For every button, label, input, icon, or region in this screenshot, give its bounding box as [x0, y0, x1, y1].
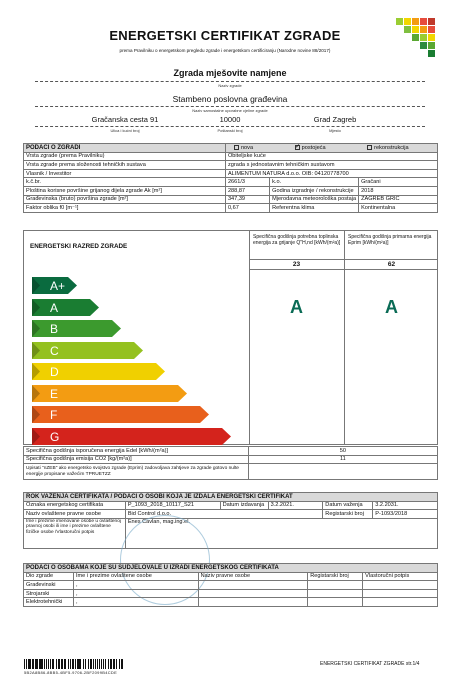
energy-class-arrow-icon	[32, 428, 232, 445]
energy-class-bar	[32, 406, 210, 423]
area-value: 288,87	[225, 186, 269, 195]
row-part: Strojarski	[24, 589, 74, 598]
heating-energy-value: 23	[292, 261, 301, 268]
city-caption: Mjesto	[329, 128, 341, 133]
factor-value: 0,67	[225, 204, 269, 213]
cert-label: Oznaka energetskog certifikata	[24, 501, 126, 510]
energy-class-label: C	[50, 343, 59, 358]
building-name: Zgrada mješovite namjene	[173, 68, 287, 78]
building-data-heading: PODACI O ZGRADI	[24, 144, 226, 153]
meteo-label: Mjerodavna meteorološka postaja	[270, 195, 359, 204]
validity-table	[23, 492, 438, 549]
energy-class-section	[23, 230, 438, 445]
divider	[35, 81, 425, 82]
building-type: Stambeno poslovna građevina	[172, 94, 288, 104]
checkbox-checked-icon	[295, 145, 300, 150]
year-label: Godina izgradnje / rekonstrukcije	[270, 186, 359, 195]
row-part: Elektrotehnički	[24, 598, 74, 607]
energy-class-bar	[32, 299, 100, 316]
row-company	[198, 589, 308, 598]
row-person: ,	[73, 581, 198, 590]
row-value: zgrada s jednostavnim tehničkim sustavom	[225, 161, 437, 170]
energy-class-bar	[32, 385, 188, 402]
status-new: nova	[234, 145, 253, 151]
row-value: ALIMENTUM NATURA d.o.o. OIB: 04120778700	[225, 169, 437, 178]
status-reconstruction: rekonstrukcija	[367, 145, 409, 151]
row-signature	[363, 589, 438, 598]
energy-class-label: B	[50, 322, 59, 336]
nzeb-label: Upisati "nZEB" ako energetsko svojstvo zgrade (Eprim) zadovoljava zahtjeve za zgrade gotovo nulte energije propisane važećim TPRUETZZ	[24, 464, 249, 480]
city: Grad Zagreb	[313, 115, 357, 124]
persons-heading: PODACI O OSOBAMA KOJE SU SUDJELOVALE U IZRADI ENERGETSKOG CERTIFIKATA	[24, 564, 438, 573]
edel-value: 50	[248, 447, 437, 456]
building-name-caption: Naziv zgrade	[218, 83, 242, 88]
valid-value: 3.2.2031.	[373, 501, 438, 510]
ko-value: Gračani	[359, 178, 438, 187]
energy-class-label: A	[50, 300, 59, 315]
row-person: ,	[73, 598, 198, 607]
energy-class-heading: ENERGETSKI RAZRED ZGRADE	[30, 243, 128, 250]
col-reg: Registarski broj	[308, 572, 363, 581]
row-signature	[363, 598, 438, 607]
certificate-title: ENERGETSKI CERTIFIKAT ZGRADE	[109, 28, 341, 43]
postcode: 10000	[219, 115, 241, 124]
cert-value: P_1093_2018_10117_S21	[125, 501, 220, 510]
row-label: Vlasnik / Investitor	[24, 169, 226, 178]
primary-energy-value: 62	[387, 261, 396, 268]
valid-label: Datum važenja	[323, 501, 373, 510]
status-existing: ✓ postojeća	[295, 145, 326, 151]
row-value: Obiteljske kuće	[225, 152, 437, 161]
area-label: Ploština korisne površine grijanog dijela zgrade Ak [m²]	[24, 186, 226, 195]
divider	[35, 126, 425, 127]
energy-class-bar	[32, 363, 166, 380]
energy-class-label: E	[50, 386, 59, 401]
reg-label: Registarski broj	[323, 510, 373, 519]
row-signature	[363, 581, 438, 590]
validity-heading: ROK VAŽENJA CERTIFIKATA / PODACI O OSOBI KOJA JE IZDALA ENERGETSKI CERTIFIKAT	[24, 493, 438, 502]
gross-label: Građevinska (bruto) površina zgrade [m²]	[24, 195, 226, 204]
col-person: Ime i prezime ovlaštene osobe	[73, 572, 198, 581]
col-part: Dio zgrade	[24, 572, 74, 581]
kc-value: 2661/3	[225, 178, 269, 187]
building-status	[225, 144, 437, 153]
checkbox-icon	[367, 145, 372, 150]
co2-label: Specifična godišnja emisija CO2 [kg/(m²a)]	[24, 455, 249, 464]
divider	[249, 269, 437, 270]
year-value: 2018	[359, 186, 438, 195]
meteo-value: ZAGREB GRIČ	[359, 195, 438, 204]
energy-class-bar	[32, 277, 78, 294]
primary-energy-heading: Specifična godišnja primarna energija Eprim [kWh/(m²a)]	[348, 234, 432, 246]
climate-label: Referentna klima	[270, 204, 359, 213]
street: Gračanska cesta 91	[91, 115, 159, 124]
energy-class-label: G	[50, 429, 60, 444]
col-signature: Vlastoručni potpis	[363, 572, 438, 581]
energy-class-label: D	[50, 365, 59, 379]
energy-class-arrow-icon	[32, 342, 144, 359]
certificate-subtitle: prema Pravilniku o energetskom pregledu zgrade i energetskom certificiranju (Narodne novine 88/2017)	[119, 48, 331, 53]
energy-class-label: A+	[50, 279, 66, 293]
person-label: Naziv ovlaštene pravne osobe	[24, 510, 126, 519]
heating-energy-heading: Specifična godišnja potrebna toplinska energija za grijanje Q''H,nd [kWh/(m²a)]	[253, 234, 341, 246]
building-data-table	[23, 143, 438, 213]
energy-class-bar	[32, 428, 232, 445]
co2-value: 11	[248, 455, 437, 464]
energy-class-arrow-icon	[32, 320, 122, 337]
energy-class-arrow-icon	[32, 299, 100, 316]
energy-summary-table	[23, 446, 438, 480]
checkbox-icon	[234, 145, 239, 150]
divider	[35, 106, 425, 107]
barcode	[24, 659, 124, 669]
reg-value: P-1093/2018	[373, 510, 438, 519]
kc-label: k.č.br.	[24, 178, 226, 187]
street-caption: Ulica i kućni broj	[110, 128, 140, 133]
name-value: Enes Čavlan, mag.ing.el.	[125, 518, 437, 548]
heating-energy-class: A	[290, 297, 303, 317]
row-label: Vrsta zgrade prema složenosti tehničkih sustava	[24, 161, 226, 170]
name-label: Ime i prezime imenovane osobe u ovlaštenoj pravnoj osobi ili ime i prezime ovlaštene fizičke osobe /Vlastoručni potpis	[24, 518, 126, 548]
persons-table	[23, 563, 438, 607]
row-reg	[308, 581, 363, 590]
person-value: Bid Control d.o.o.	[125, 510, 322, 519]
issued-label: Datum izdavanja	[220, 501, 268, 510]
row-label: Vrsta zgrade (prema Pravilniku)	[24, 152, 226, 161]
row-reg	[308, 598, 363, 607]
gross-value: 347,39	[225, 195, 269, 204]
row-reg	[308, 589, 363, 598]
ko-label: k.o.	[270, 178, 359, 187]
energy-class-bar	[32, 320, 122, 337]
primary-energy-class: A	[385, 297, 398, 317]
barcode-text: 5B2A8B86-8BB5-4BF5-9706-2BF2099B4CDE	[24, 670, 118, 675]
energy-class-bar	[32, 342, 144, 359]
row-part: Građevinski	[24, 581, 74, 590]
row-company	[198, 581, 308, 590]
factor-label: Faktor oblika f0 [m⁻¹]	[24, 204, 226, 213]
energy-class-label: F	[50, 408, 58, 422]
divider	[249, 259, 437, 260]
page-footer: ENERGETSKI CERTIFIKAT ZGRADE str.1/4	[320, 661, 420, 667]
building-type-caption: Naziv samostalne uporabne cjeline zgrade	[192, 108, 268, 113]
postcode-caption: Poštanski broj	[217, 128, 243, 133]
edel-label: Specifična godišnja isporučena energija Edel [kWh/(m²a)]	[24, 447, 249, 456]
climate-value: Kontinentalna	[359, 204, 438, 213]
col-company: Naziv pravne osobe	[198, 572, 308, 581]
row-person: ,	[73, 589, 198, 598]
row-company	[198, 598, 308, 607]
energy-class-arrow-icon	[32, 406, 210, 423]
issued-value: 3.2.2021.	[268, 501, 323, 510]
nzeb-value	[248, 464, 437, 480]
